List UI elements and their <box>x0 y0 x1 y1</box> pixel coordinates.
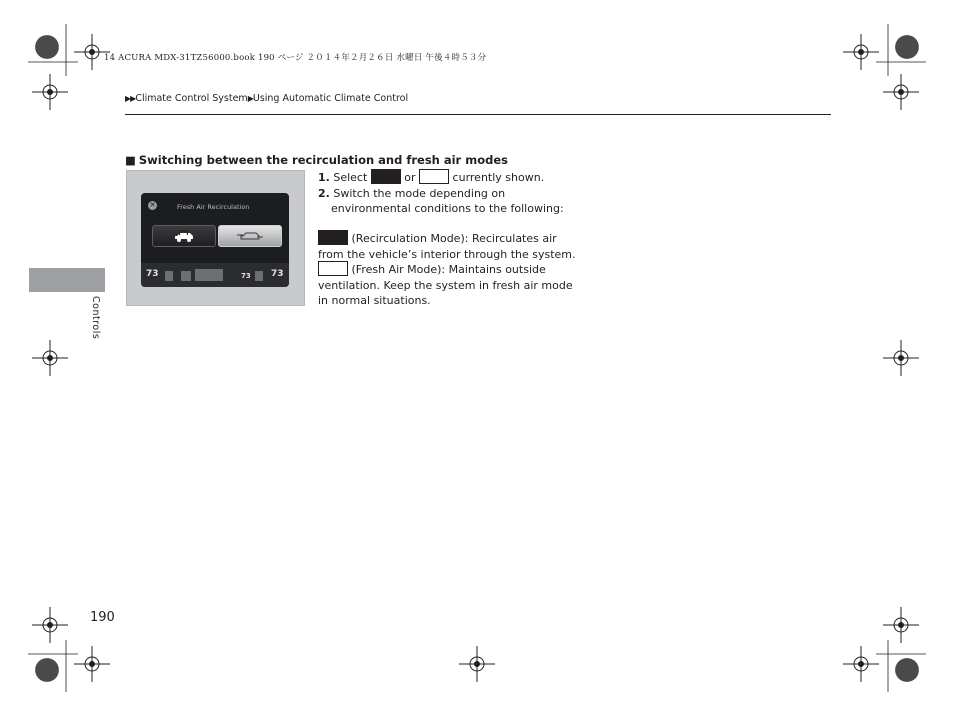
climate-status-bar <box>141 263 289 287</box>
crosshair-icon-2 <box>32 74 68 110</box>
chapter-label: Controls <box>90 296 101 340</box>
step-number: 2. <box>318 186 330 200</box>
fresh-air-button <box>218 225 282 247</box>
crosshair-icon-10 <box>459 646 495 682</box>
starburst-icon-br <box>889 652 925 688</box>
section-title-text: Switching between the recirculation and fresh air modes <box>138 153 508 167</box>
crosshair-icon-5 <box>32 340 68 376</box>
fan-level-icon <box>195 269 223 281</box>
fresh-air-car-icon <box>219 226 281 246</box>
recirculation-description <box>318 230 576 262</box>
touchscreen <box>141 193 289 287</box>
recirculation-car-icon <box>153 226 215 246</box>
seat-heater-icon-right <box>255 271 263 281</box>
temp-right: 73 <box>271 269 284 279</box>
crosshair-icon-7 <box>32 607 68 643</box>
desc-text: (Fresh Air Mode): Maintains outside <box>351 263 546 276</box>
step-text: or <box>404 171 416 184</box>
crosshair-icon-8 <box>883 607 919 643</box>
step-text: currently shown. <box>452 171 545 184</box>
recirculation-button <box>152 225 216 247</box>
climate-screen-image <box>126 170 305 306</box>
chapter-tab <box>29 268 105 292</box>
desc-text: in normal situations. <box>318 294 431 307</box>
header-rule <box>125 114 831 115</box>
temp-small: 73 <box>241 272 251 280</box>
print-header: 14 ACURA MDX-31TZ56000.book 190 ページ ２０１４年２月２６日 水曜日 午後４時５３分 <box>104 53 487 63</box>
steps-list <box>318 169 564 217</box>
seat-heater-icon <box>165 271 173 281</box>
starburst-icon-bl <box>29 652 65 688</box>
screen-title: Fresh Air Recirculation <box>177 203 250 211</box>
crosshair-icon-6 <box>883 340 919 376</box>
recirculation-mode-icon <box>371 169 401 184</box>
crosshair-icon-4 <box>883 74 919 110</box>
desc-text: (Recirculation Mode): Recirculates air <box>351 232 557 245</box>
airflow-icon <box>181 271 191 281</box>
desc-text: from the vehicle’s interior through the system. <box>318 247 576 261</box>
fresh-air-description <box>318 261 573 309</box>
step-text: Switch the mode depending on <box>333 186 506 200</box>
step-2-cont: environmental conditions to the following: <box>331 202 564 215</box>
step-text: Select <box>333 171 368 184</box>
breadcrumb-marker: ▶▶ <box>125 94 136 103</box>
section-marker: ■ <box>125 153 136 167</box>
page-number: 190 <box>90 610 115 625</box>
breadcrumb <box>125 93 408 104</box>
step-1 <box>318 169 564 186</box>
desc-text: ventilation. Keep the system in fresh air mode <box>318 278 573 292</box>
temp-left: 73 <box>146 269 159 279</box>
step-number: 1. <box>318 171 330 184</box>
crosshair-icon-3 <box>843 34 879 70</box>
crosshair-icon-11 <box>843 646 879 682</box>
breadcrumb-topic: Using Automatic Climate Control <box>252 93 409 104</box>
recirculation-mode-icon <box>318 230 348 245</box>
starburst-icon-tr <box>889 29 925 65</box>
close-icon: ✕ <box>149 201 156 209</box>
breadcrumb-section: Climate Control System <box>135 93 248 104</box>
step-2 <box>318 186 564 202</box>
fresh-air-mode-icon <box>318 261 348 276</box>
breadcrumb-separator: ▶ <box>247 94 253 103</box>
crosshair-icon-9 <box>74 646 110 682</box>
section-title <box>125 153 508 167</box>
fresh-air-mode-icon <box>419 169 449 184</box>
starburst-icon-tl <box>29 29 65 65</box>
